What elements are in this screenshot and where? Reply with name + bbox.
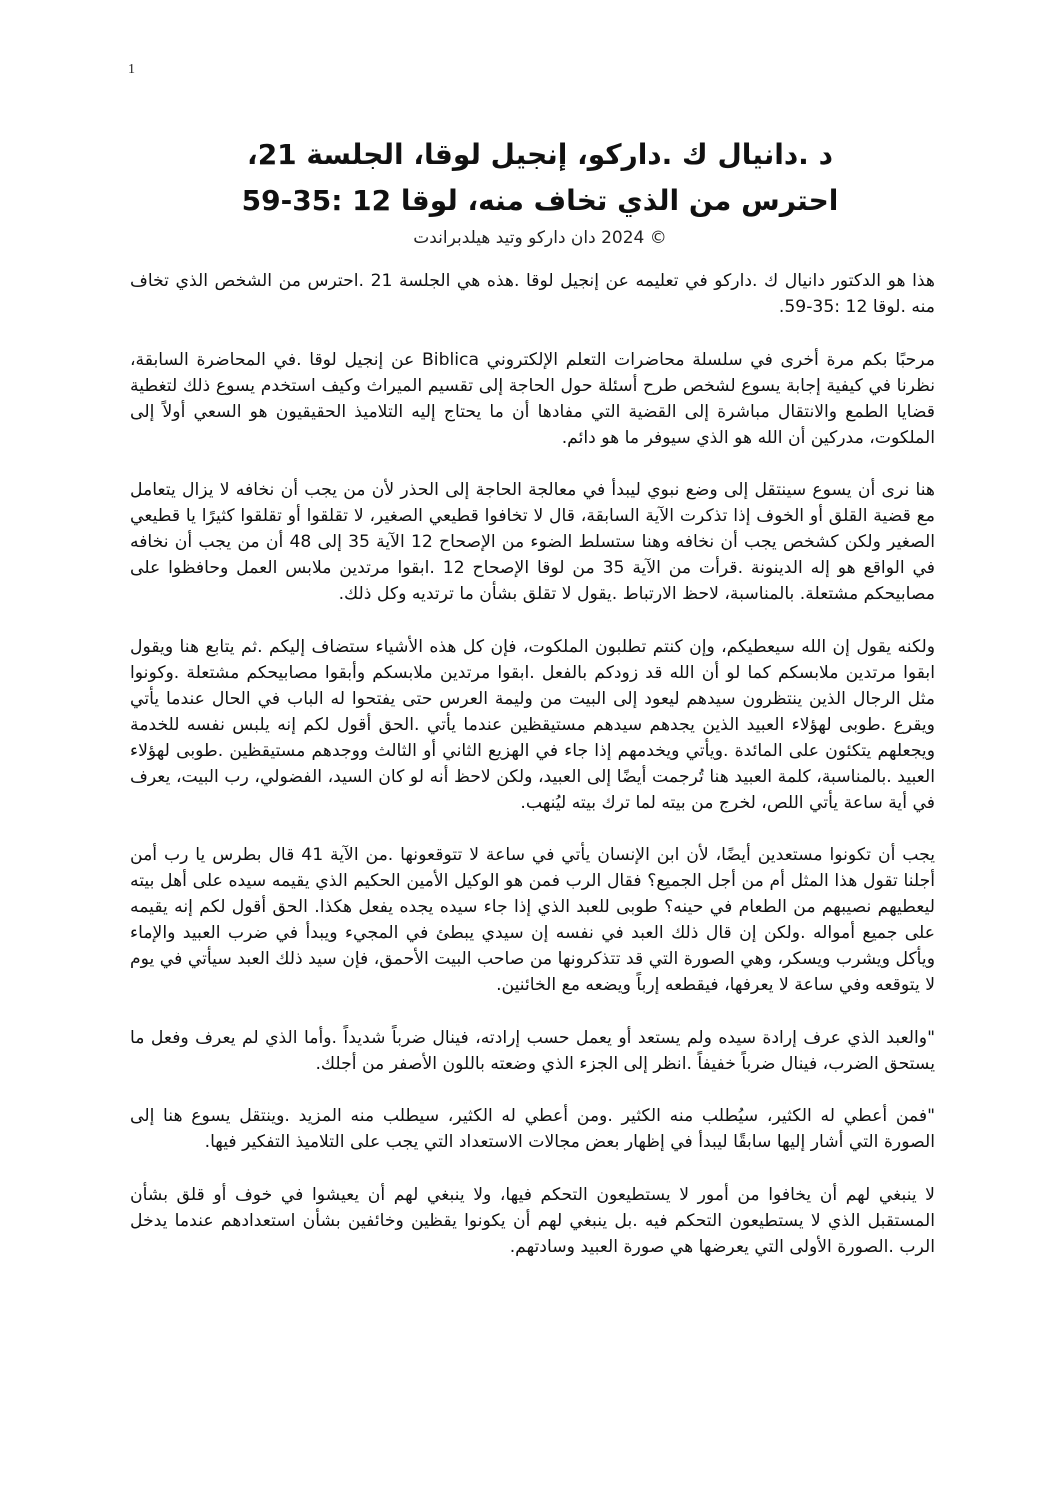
paragraph-previous-lecture: مرحبًا بكم مرة أخرى في سلسلة محاضرات التعلم الإلكتروني Biblica عن إنجيل لوقا .في المحاضرة السابقة، نظرنا في كيفية إجابة يسوع لشخص طرح أسئلة حول الحاجة إلى تقسيم الميراث وكيف استخدم يسوع ذلك لتغطية قضايا الطمع والانتقال مباشرة إلى القضية التي مفادها أن ما يحتاج إليه التلاميذ الحقيقيون هو السعي أولاً إلى الملكوت، مدركين أن الله هو الذي سيوفر ما هو دائم.	[130, 349, 935, 448]
document-title-line-1: د .دانيال ك .داركو، إنجيل لوقا، الجلسة 21،	[247, 138, 833, 171]
document-title-line-2: احترس من الذي تخاف منه، لوقا 12 :35-59	[241, 184, 839, 217]
copyright-notice: © 2024 دان داركو وتيد هيلدبراندت	[413, 228, 667, 248]
paragraph-stay-dressed: ولكنه يقول إن الله سيعطيكم، وإن كنتم تطلبون الملكوت، فإن كل هذه الأشياء ستضاف إليكم .ثم يتابع هنا ويقول ابقوا مرتدين ملابسكم كما لو أن الله قد زودكم بالفعل .ابقوا مرتدين ملابسكم وأبقوا مصابيحكم مشتعلة .وكونوا مثل الرجال الذين ينتظرون سيدهم ليعود إلى البيت من وليمة العرس حتى يفتحوا له الباب في الحال عندما يأتي ويقرع .طوبى لهؤلاء العبيد الذين يجدهم سيدهم مستيقظين عندما يأتي .الحق أقول لكم إنه يلبس نفسه للخدمة ويجعلهم يتكئون على المائدة .ويأتي ويخدمهم إذا جاء في الهزيع الثاني أو الثالث ووجدهم مستيقظين .طوبى لهؤلاء العبيد .بالمناسبة، كلمة العبيد هنا تُرجمت أيضًا إلى العبيد، ولكن لاحظ أنه لو كان السيد، الفضولي، رب البيت، يعرف في أية ساعة يأتي اللص، لخرج من بيته لما ترك بيته ليُنهب.	[130, 636, 935, 813]
page-number: 1	[128, 62, 135, 77]
paragraph-much-given: "فمن أعطي له الكثير، سيُطلب منه الكثير .ومن أعطي له الكثير، سيطلب منه المزيد .وينتقل يسوع هنا إلى الصورة التي أشار إليها سابقًا ليبدأ في إظهار بعض مجالات الاستعداد التي يجب على التلاميذ التفكير فيها.	[130, 1106, 935, 1152]
paragraph-readiness: لا ينبغي لهم أن يخافوا من أمور لا يستطيعون التحكم فيها، ولا ينبغي لهم أن يعيشوا في خوف أو قلق بشأن المستقبل الذي لا يستطيعون التحكم فيه .بل ينبغي لهم أن يكونوا يقظين وخائفين بشأن استعدادهم عندما يدخل الرب .الصورة الأولى التي يعرضها هي صورة العبيد وسادتهم.	[130, 1184, 935, 1257]
document-body	[130, 268, 935, 1286]
paragraph-intro: هذا هو الدكتور دانيال ك .داركو في تعليمه عن إنجيل لوقا .هذه هي الجلسة 21 .احترس من الشخص الذي تخاف منه .لوقا 12 :35-59.	[130, 271, 935, 317]
paragraph-servant-knew-will: "والعبد الذي عرف إرادة سيده ولم يستعد أو يعمل حسب إرادته، فينال ضرباً شديداً .وأما الذي لم يعرف وفعل ما يستحق الضرب، فينال ضرباً خفيفاً .انظر إلى الجزء الذي وضعته باللون الأصفر من أجلك.	[130, 1027, 935, 1074]
paragraph-faithful-steward: يجب أن تكونوا مستعدين أيضًا، لأن ابن الإنسان يأتي في ساعة لا تتوقعونها .من الآية 41 قال بطرس يا رب أمن أجلنا تقول هذا المثل أم من أجل الجميع؟ فقال الرب فمن هو الوكيل الأمين الحكيم الذي يقيمه سيده على أهل بيته ليعطيهم نصيبهم من الطعام في حينه؟ طوبى للعبد الذي إذا جاء سيده يجده يفعل هكذا. الحق أقول لكم إنه يقيمه على جميع أمواله .ولكن إن قال ذلك العبد في نفسه إن سيدي يبطئ في المجيء ويبدأ في ضرب العبيد والإماء ويأكل ويشرب ويسكر، وهي الصورة التي قد تتذكرونها من صاحب البيت الأحمق، فإن سيد ذلك العبد سيأتي في يوم لا يتوقعه وفي ساعة لا يعرفها، فيقطعه إرباً ويضعه مع الخائنين.	[130, 845, 936, 995]
document-header	[130, 132, 950, 250]
paragraph-prophetic-mode: هنا نرى أن يسوع سينتقل إلى وضع نبوي ليبدأ في معالجة الحاجة إلى الحذر لأن من يجب أن نخافه لا يزال يتعامل مع قضية القلق أو الخوف إذا تذكرت الآية السابقة، قال لا تخافوا قطيعي الصغير، لا تقلقوا أو تقلقوا كثيرًا يا قطيعي الصغير ولكن كشخص يجب أن نخافه وهنا ستسلط الضوء من الإصحاح 12 الآية 35 إلى 48 أن من يجب أن نخافه في الواقع هو إله الدينونة .قرأت من الآية 35 من لوقا الإصحاح 12 .ابقوا مرتدين ملابس العمل وحافظوا على مصابيحكم مشتعلة. بالمناسبة، لاحظ الارتباط .يقول لا تقلق بشأن ما ترتديه وكل ذلك.	[130, 480, 935, 604]
